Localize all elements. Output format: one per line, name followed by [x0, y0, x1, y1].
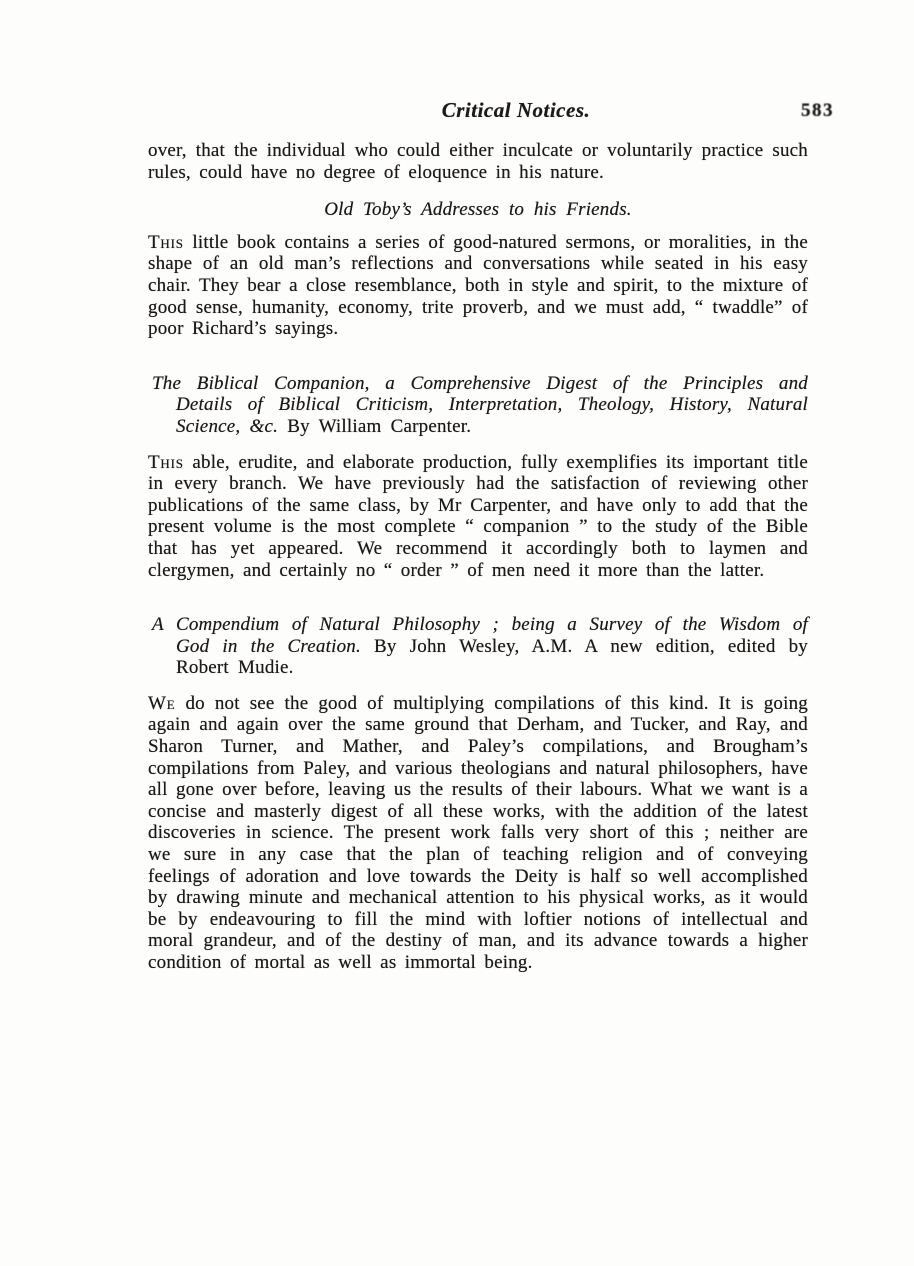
paragraph-old-toby-review — [148, 232, 808, 340]
running-header-title: Critical Notices. — [441, 98, 591, 122]
paragraph-lead-word: This — [148, 231, 184, 253]
running-header — [148, 98, 834, 124]
book-title-author-text: By John Wesley, A.M. A new edition, edited by Robert Mudie. — [176, 635, 808, 679]
book-title-author-text: By William Carpenter. — [287, 415, 472, 437]
paragraph-lead-word: This — [148, 451, 184, 473]
book-title-biblical-companion — [148, 373, 808, 438]
paragraph-continuation: over, that the individual who could either inculcate or voluntarily practice such rules, could have no degree of eloquence in his nature. — [148, 140, 808, 183]
book-title-italic-text: The Biblical Companion, a Comprehensive Digest of the Principles and Details of Biblical Criticism, Interpretation, Theology, History, Natural Science, &c. — [152, 372, 808, 437]
page-number: 583 — [801, 100, 834, 121]
book-title-compendium-natural-philosophy — [148, 614, 808, 679]
section-heading-old-toby: Old Toby’s Addresses to his Friends. — [324, 199, 632, 221]
book-title-italic-text: A Compendium of Natural Philosophy ; being a Survey of the Wisdom of God in the Creation. — [152, 614, 808, 657]
paragraph-biblical-companion-review — [148, 452, 808, 582]
paragraph-compendium-review — [148, 693, 808, 974]
paragraph-text: little book contains a series of good-natured sermons, or moralities, in the shape of an old man’s reflections and conversations while seated in his easy chair. They bear a close resemblance, both in style and spirit, to the mixture of good sense, humanity, economy, trite proverb, and we must add, “ twaddle” of poor Richard’s sayings. — [148, 231, 808, 340]
paragraph-lead-word: We — [148, 692, 176, 714]
paragraph-text: do not see the good of multiplying compilations of this kind. It is going again and again over the same ground that Derham, and Tucker, and Ray, and Sharon Turner, and Mather, and Paley’s compilations, and Brougham’s compilations from Paley, and various theologians and natural philosophers, have all gone over before, leaving us the results of their labours. What we want is a concise and masterly digest of all these works, with the addition of the latest discoveries in science. The present work falls very short of this ; neither are we sure in any case that the plan of teaching religion and of conveying feelings of adoration and love towards the Deity is half so well accomplished by drawing minute and mechanical attention to his physical works, as it would be by endeavouring to fill the mind with loftier notions of intellectual and moral grandeur, and of the destiny of man, and its advance towards a higher condition of mortal as well as immortal being. — [148, 692, 808, 973]
paragraph-text: able, erudite, and elaborate production, fully exemplifies its important title in every branch. We have previously had the satisfaction of reviewing other publications of the same class, by Mr Carpenter, and have only to add that the present volume is the most complete “ companion ” to the study of the Bible that has yet appeared. We recommend it accordingly both to laymen and clergymen, and certainly no “ order ” of men need it more than the latter. — [148, 451, 808, 581]
